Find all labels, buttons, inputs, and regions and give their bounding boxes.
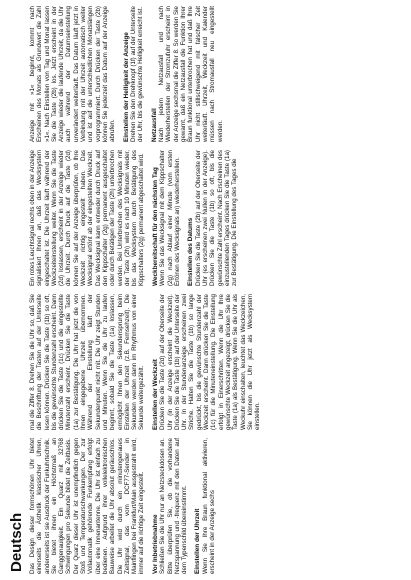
section-heading: Einstellen der Helligkeit der Anzeige xyxy=(122,32,130,142)
language-heading: Deutsch xyxy=(8,512,25,572)
column-1 xyxy=(29,438,404,574)
paragraph: mal die Ziffer 8. Drehen Sie die Uhr so, daß Sie die Beschriftung der Tasten auf der Unterseite lesen können. Drücken Sie die Taste (1b) so oft, bis die gewünschte Stundenzahl erscheint. Dann drücken Sie die Taste (1c) und die eingestellte Minutenzahl erscheint. Drücken Sie die Taste (1a) zur Bestätigung. Die Uhr hat jetzt die von Ihnen eingegebene Uhrzeit übernommen. Während der Einstellung läuft der Sekundenpunkt nicht mit. Die Uhr zeigt Stunden und Minuten. Wenn Sie die Uhr zu laufen beginnt, sobald Sie die Taste (1a) loslassen, ermöglicht Ihnen den Sekundensprung beim Einstellen der Uhrzeit (z.B. Fernsehzeit). Die Sekunden werden dann im Rhythmus von einer Sekunde weitergezählt. xyxy=(29,294,146,430)
column-2 xyxy=(29,294,404,430)
section-heading: Weckbereitschaft für den nächsten Tag xyxy=(151,167,159,286)
column-4 xyxy=(29,6,404,142)
paragraph: Drehen Sie den Drehknopf (1f) auf der Unterseite der Uhr, bis die gewünschte Helligkeit erreicht ist. xyxy=(130,6,145,142)
section-heading: Vor Inbetriebnahme xyxy=(151,514,159,574)
section-heading: Einstellen des Datums xyxy=(187,217,195,286)
paragraph: Wenn Sie das Wecksignal mit dem Kippschalter (2g) nach Ablauf einer Minute (vom ersten Ertönen des Wecksignals an) wiederherstellen. xyxy=(159,150,181,286)
paragraph: Drücken Sie die Taste (2b) auf der Oberseite der Uhr (es erscheinen zwei Nullen in der Anzeige). Drücken Sie die Taste (1b) so oft, bis die gewünschte Zahl erscheint. Nach Erscheinen des einzustellenden Tages drücken Sie die Taste (1a) zur Bestätigung. Die Einstellung des Tages die xyxy=(194,150,239,286)
section-heading: Netzausfall xyxy=(150,108,158,142)
paragraph: Anzeige mit »1« beginnt, kommt nach Erscheinen des Monats als Grundwert die Zahl »1«. Nach Einstellen von Tag und Monat lassen Sie die Taste (2b) los. Jetzt erscheint in der Anzeige wieder die laufende Uhrzeit, da die Uhr auch während der Datumseinstellung unverändert weiterläuft. Das Datum läuft jetzt in Verbindung mit der Uhrzeit automatisch weiter und ist auf die unterschiedlichen Monatslängen vorprogrammiert. Durch Drücken der Taste (2b) können Sie jederzeit das Datum auf der Anzeige abrufen. xyxy=(29,6,117,142)
paragraph: Drücken Sie die Taste (2d) auf der Oberseite der Uhr (in der Anzeige erscheint die Weckzeit). Drücken Sie die Taste (1b) auf der Unterseite der Uhr. In der Stundenanzeige erscheinen zwei Striche. Halten Sie die Taste (1b) so lange gedrückt, bis die gewünschte Stundenzahl der Weckzeit erscheint. Dann drücken Sie die Taste (1c) für die Minuteneinstellung. Die Einstellung erfolgt in Einerschritten. Wenn die Uhr Ihre gewünschte Weckzeit angezeigt, drücken Sie die Taste (1a) als Bestätigung. Wenn Sie die Uhr als Weckuhr einschalten, leuchtet das Weckzeichen, Sie können die Uhr jetzt als Wecksystem einstellen. xyxy=(159,294,262,430)
section-heading: Einstellen der Uhrzeit xyxy=(194,508,202,574)
paragraph: Nach jedem Netzausfall und nach Wiederherstellen der Stromzufuhr erscheint in der Anzeige sechsmal die Ziffer 8. So werden Sie gewarnt, daß ein Netzausfall die Funktion Ihrer Braun funktional unterbrochen hat und daß Ihre Uhr nicht stillschweigend mit falscher Zeit weiterläuft. Uhrzeit, Weckzeit und Kalender müssen nach Stromausfall neu eingestellt werden. xyxy=(158,6,224,142)
paragraph: Das Design dieser formschönen Uhr bietet einerseits die Ästhetik klassischer Uhren, andererseits ist sie Ausdruck der Funkuhrtechnik. Sie bietet ihnen ein Höchstmaß an Ganggenauigkeit. Ein Quarz mit 32768 Schwingungen pro Sekunde bildet die Zeitbasis. Der Quarz dieser Uhr ist unempfindlich gegen Stoß und Temperaturschwankungen. Der zur Vollautomatik gehörende Funkempfang erfolgt über eine Innenantenne. Die Uhr ist einfach zu bedienen. Aufgrund ihrer vollelektronischen Bauweise arbeitet die Uhr absolut geräuschlos. Die Uhr wird durch ein minutengenaues Zeitsignal, das vom DCF77-Sender in Mainflingen bei Frankfurt/Main ausgestrahlt wird, immer auf die richtige Zeit eingestellt. xyxy=(29,438,146,574)
paragraph: Schließen Sie die Uhr nur an Netzsteckdosen an. Bitte überprüfen Sie, ob die vorhandene Netzspannung und -frequenz mit den Daten auf dem Typenschild übereinstimmt. xyxy=(159,438,189,574)
section-heading: Einstellen der Weckzeit xyxy=(151,359,159,430)
column-3 xyxy=(29,150,404,286)
paragraph: Ein rotes Leuchtsignal rechts oben in der Anzeige signalisiert Ihnen an, daß das Wecksystem eingeschaltet ist. Die Uhrzeit läuft während der Weckzeiteinstellung weiter. Wenn Sie die Taste (2d) loslassen, erscheint in der Anzeige wieder die Uhrzeit. Durch Druck auf die Taste (2d) können Sie auf der Anzeige überprüfen, ob Ihre Weckzeit richtig eingestellt haben. Das Wecksignal ertönt ab der eingestellten Weckzeit. Das Wecksignal kann entweder durch Druck auf den Kippschalter (2g) permanent ausgeschaltet oder durch Betätigen der Taste (2h) unterbrochen werden. Bei Unterbrechen des Wecksignals mit der Taste (2h) wird es nach 10 Minuten wieder, bis das Wecksystem durch Betätigung des Kippschalters (2g) permanent abgeschaltet wird. xyxy=(29,150,146,286)
paragraph: Wenn Sie Ihre Braun funktional aktivieren, erscheint in der Anzeige sechs xyxy=(201,438,217,574)
text-columns xyxy=(29,6,404,574)
